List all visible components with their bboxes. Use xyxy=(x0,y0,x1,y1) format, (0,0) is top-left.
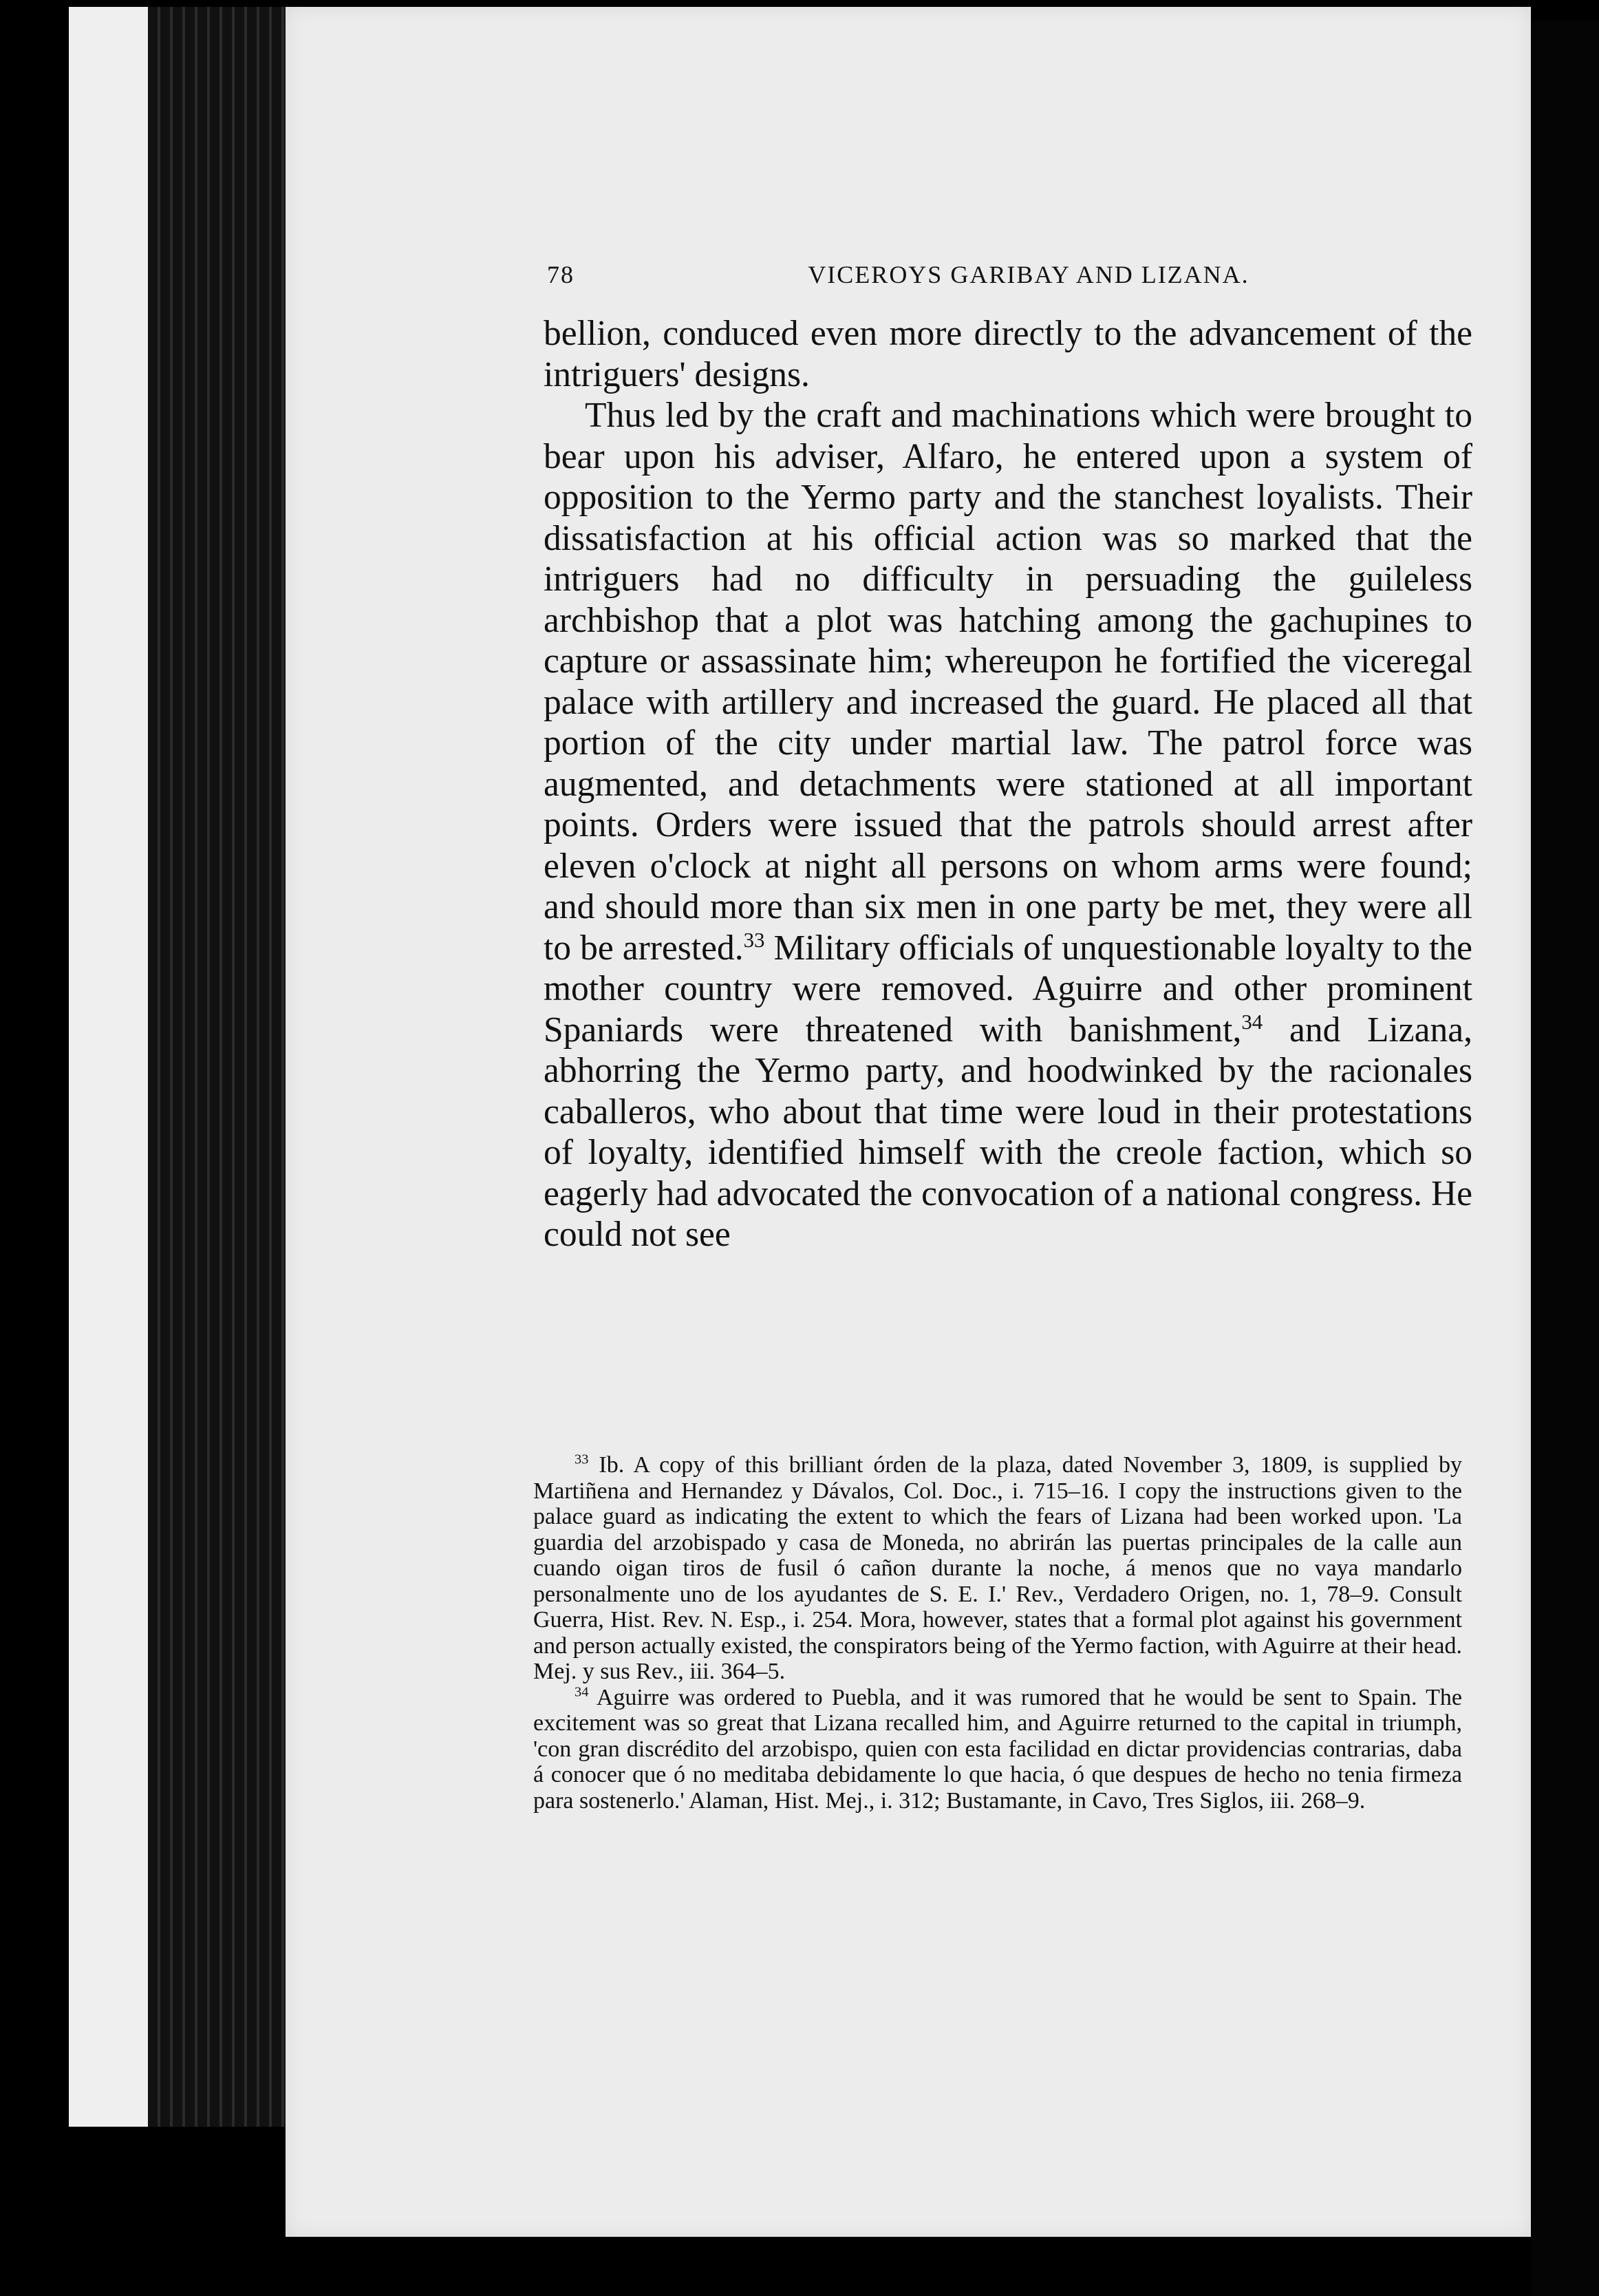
footnote-33 xyxy=(533,1452,1462,1685)
footnote-33-text: Ib. A copy of this brilliant órden de la plaza, dated November 3, 1809, is supplied by Martiñena and Hernandez y Dávalos, Col. Doc., i. 715–16. I copy the instructions given to the palace guard as indicating the extent to which the fears of Lizana had been worked upon. 'La guardia del arzobispado y casa de Moneda, no abrirán las puertas principales de la calle aun cuando oigan tiros de fusil ó cañon durante la noche, á menos que no vaya mandarlo personalmente uno de los ayudantes de S. E. I.' Rev., Verdadero Origen, no. 1, 78–9. Consult Guerra, Hist. Rev. N. Esp., i. 254. Mora, however, states that a formal plot against his government and person actually existed, the conspirators being of the Yermo faction, with Aguirre at their head. Mej. y sus Rev., iii. 364–5. xyxy=(533,1452,1462,1684)
paragraph-main-part2: Military officials of unquestionable loyalty to the mother country were removed. Aguirre and other prominent Spaniards were threatened with banishment, xyxy=(544,928,1472,1050)
paragraph-main-part1: Thus led by the craft and machinations which were brought to bear upon his adviser, Alfaro, he entered upon a system of opposition to the Yermo party and the stanchest loyalists. Their dissatisfaction at his official action was so marked that the intriguers had no difficulty in persuading the guileless archbishop that a plot was hatching among the gachupines to capture or assassinate him; whereupon he fortified the viceregal palace with artillery and increased the guard. He placed all that portion of the city under martial law. The patrol force was augmented, and detachments were stationed at all important points. Orders were issued that the patrols should arrest after eleven o'clock at night all persons on whom arms were found; and should more than six men in one party be met, they were all to be arrested. xyxy=(544,396,1472,968)
body-text xyxy=(544,313,1472,1255)
paragraph-main-part3: and Lizana, abhorring the Yermo party, and hoodwinked by the racionales caballeros, who about that time were loud in their protestations of loyalty, identified himself with the creole faction, which so eagerly had advocated the convocation of a national congress. He could not see xyxy=(544,1010,1473,1254)
footnote-ref-33: 33 xyxy=(743,927,765,952)
footnote-33-marker: 33 xyxy=(575,1452,589,1467)
scan-right-border xyxy=(1531,21,1599,2296)
page-number: 78 xyxy=(547,261,575,288)
footnote-ref-34: 34 xyxy=(1241,1009,1263,1034)
running-head xyxy=(547,260,1472,295)
footnote-34-marker: 34 xyxy=(575,1684,589,1700)
paragraph-continuation: bellion, conduced even more directly to the advancement of the intriguers' designs. xyxy=(544,314,1472,394)
footnotes xyxy=(533,1452,1462,1814)
chapter-title: VICEROYS GARIBAY AND LIZANA. xyxy=(808,261,1249,288)
footnote-34-text: Aguirre was ordered to Puebla, and it was rumored that he would be sent to Spain. The excitement was so great that Lizana recalled him, and Aguirre returned to the capital in triumph, 'con gran discrédito del arzobispo, quien con esta facilidad en dictar providencias contrarias, daba á conocer que ó no meditaba debidamente lo que hacia, ó que despues de hecho no tenia firmeza para sostenerlo.' Alaman, Hist. Mej., i. 312; Bustamante, in Cavo, Tres Siglos, iii. 268–9. xyxy=(533,1684,1462,1814)
book-edge-stripes xyxy=(148,7,286,2127)
paragraph-main xyxy=(544,395,1472,1255)
scan-margin-strip xyxy=(69,7,148,2127)
footnote-34 xyxy=(533,1685,1462,1814)
